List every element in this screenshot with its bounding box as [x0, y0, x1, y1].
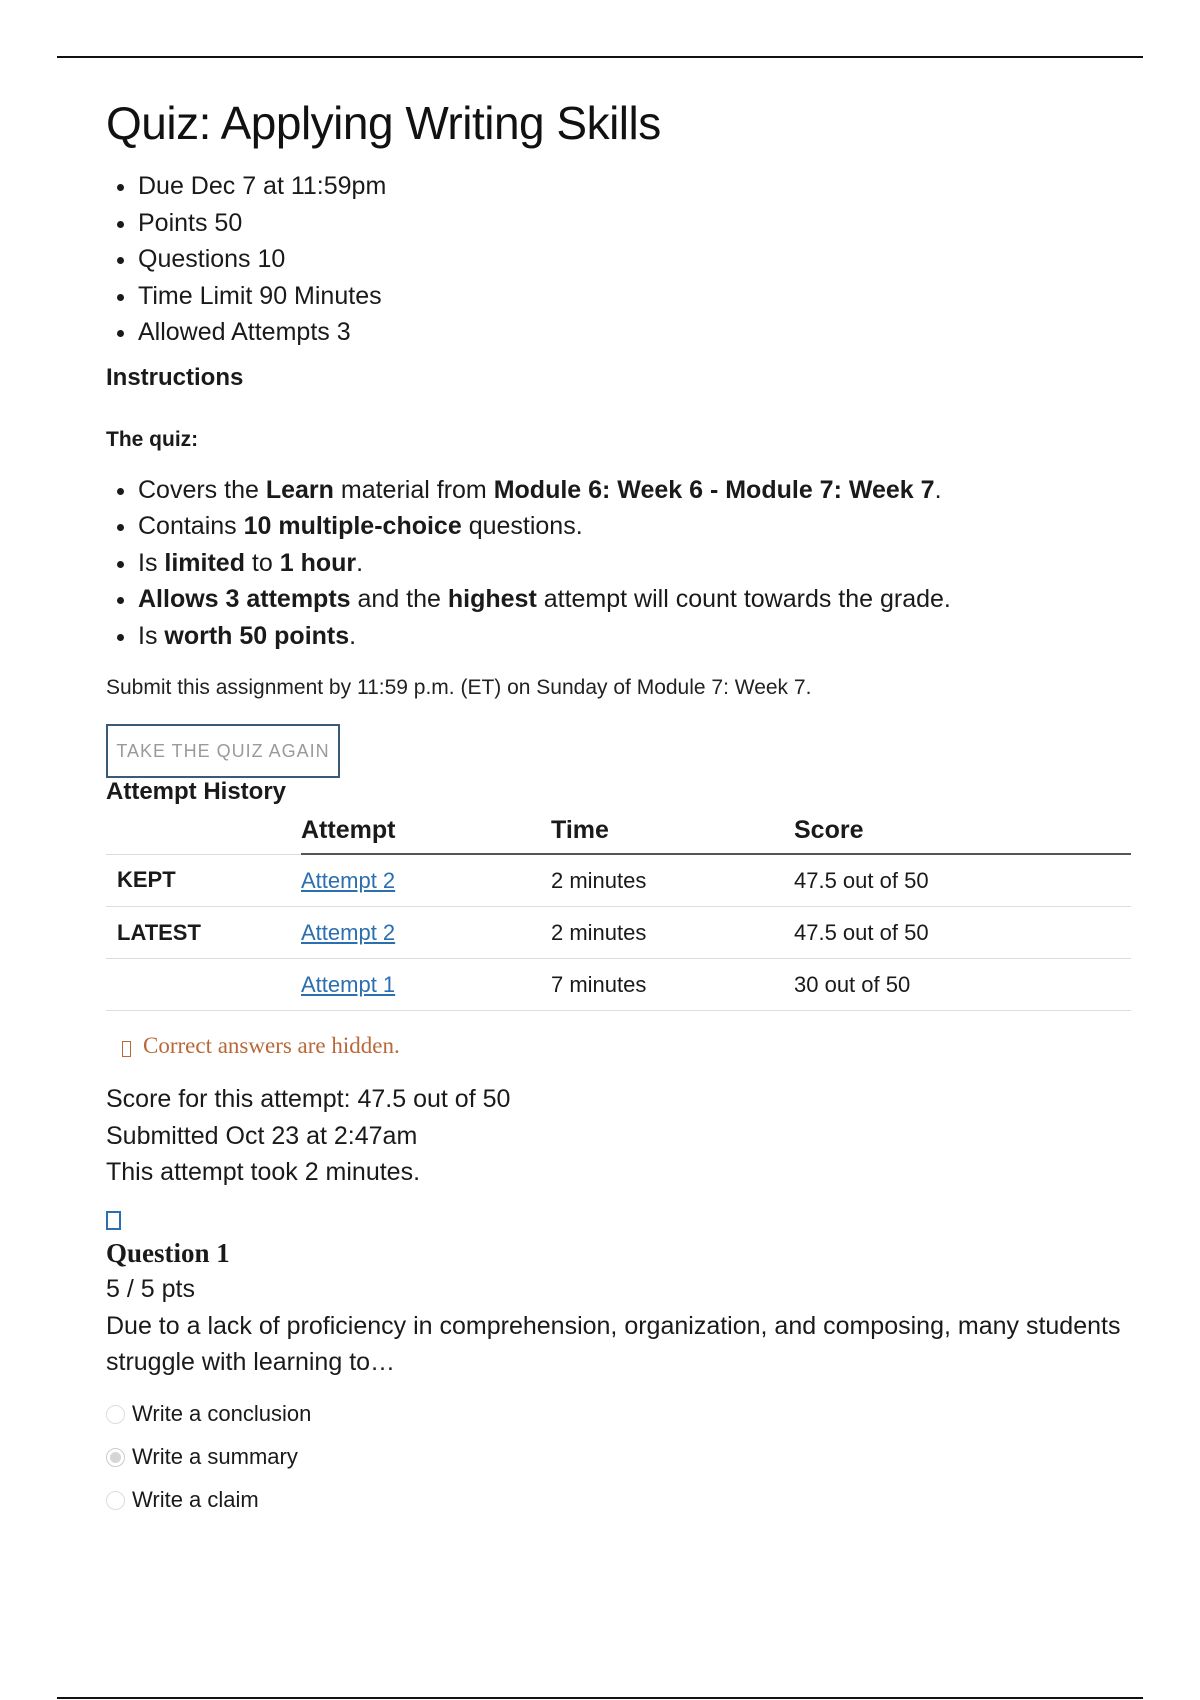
question-title: Question 1: [106, 1237, 230, 1268]
questions-count: • Questions 10: [138, 241, 1136, 278]
warning-icon: [122, 1041, 131, 1057]
score-cell: 30 out of 50: [794, 959, 1131, 1011]
answers-hidden-notice: [122, 1033, 1136, 1059]
radio-icon[interactable]: [106, 1491, 125, 1510]
instructions-heading: Instructions: [106, 363, 244, 391]
row-label: KEPT: [106, 854, 301, 907]
attempt-link[interactable]: Attempt 2: [301, 919, 396, 945]
answer-option[interactable]: [106, 1479, 1136, 1522]
instructions-list: [106, 472, 1136, 655]
instruction-text: Is: [138, 621, 165, 650]
attempt-duration: This attempt took 2 minutes.: [106, 1158, 421, 1186]
due-date: • Due Dec 7 at 11:59pm: [138, 168, 1136, 205]
row-label: LATEST: [106, 907, 301, 959]
instruction-text: and the: [350, 585, 448, 613]
attempt-cell: [301, 959, 551, 1011]
time-cell: 7 minutes: [551, 959, 794, 1011]
instruction-emphasis: Module 6: Week 6 - Module 7: Week 7: [493, 475, 935, 504]
instruction-item: [138, 545, 1136, 582]
radio-selected-icon[interactable]: [106, 1448, 125, 1467]
attempt-link[interactable]: Attempt 2: [301, 867, 396, 893]
table-row: [106, 854, 1131, 907]
time-cell: 2 minutes: [551, 854, 794, 907]
instruction-text: .: [934, 475, 942, 504]
instruction-text: material from: [333, 475, 494, 504]
instruction-emphasis: 1 hour: [279, 548, 357, 577]
instruction-text: .: [349, 621, 357, 650]
attempt-history-heading: Attempt History: [106, 778, 287, 805]
points: • Points 50: [138, 205, 1136, 242]
flag-question-icon[interactable]: [106, 1211, 121, 1230]
allowed-attempts: • Allowed Attempts 3: [138, 314, 1136, 351]
header-attempt: Attempt: [301, 816, 551, 854]
take-quiz-again-button[interactable]: TAKE THE QUIZ AGAIN: [106, 724, 340, 778]
instruction-emphasis: worth 50 points: [164, 621, 350, 650]
time-limit: • Time Limit 90 Minutes: [138, 278, 1136, 315]
table-row: [106, 907, 1131, 959]
answer-option-label: Write a summary: [132, 1444, 298, 1469]
question-text: Due to a lack of proficiency in comprehension, organization, and composing, many students struggle with learning to…: [106, 1311, 1121, 1376]
table-row: [106, 959, 1131, 1011]
instruction-emphasis: highest: [447, 585, 537, 613]
page-title: Quiz: Applying Writing Skills: [106, 97, 661, 149]
answer-options: [106, 1393, 1136, 1522]
attempt-summary: [106, 1081, 1136, 1191]
instruction-text: to: [244, 548, 280, 577]
instruction-text: attempt will count towards the grade.: [536, 585, 951, 613]
time-cell: 2 minutes: [551, 907, 794, 959]
attempt-link[interactable]: Attempt 1: [301, 971, 396, 997]
quiz-meta-list: [106, 168, 1136, 351]
attempt-score: Score for this attempt: 47.5 out of 50: [106, 1085, 511, 1113]
top-rule: [57, 56, 1143, 58]
row-label: [106, 959, 301, 1011]
score-cell: 47.5 out of 50: [794, 907, 1131, 959]
answer-option[interactable]: [106, 1436, 1136, 1479]
header-blank: [106, 816, 301, 854]
instruction-item: [138, 618, 1136, 655]
attempt-cell: [301, 907, 551, 959]
table-header-row: [106, 816, 1131, 854]
question-points: 5 / 5 pts: [106, 1274, 195, 1303]
radio-icon[interactable]: [106, 1405, 125, 1424]
header-score: Score: [794, 816, 1131, 854]
instruction-emphasis: limited: [164, 548, 245, 577]
instruction-text: Contains: [138, 512, 244, 540]
instruction-emphasis: Allows 3 attempts: [138, 585, 351, 613]
quiz-page: [106, 96, 1136, 1522]
bottom-rule: [57, 1697, 1143, 1699]
instruction-emphasis: 10 multiple-choice: [243, 512, 462, 540]
answer-option[interactable]: [106, 1393, 1136, 1436]
instruction-emphasis: Learn: [265, 475, 334, 504]
answer-option-label: Write a claim: [132, 1487, 259, 1512]
score-cell: 47.5 out of 50: [794, 854, 1131, 907]
instruction-text: Covers the: [138, 475, 266, 504]
answer-option-label: Write a conclusion: [132, 1401, 312, 1426]
answers-hidden-text: Correct answers are hidden.: [143, 1033, 400, 1058]
header-time: Time: [551, 816, 794, 854]
instruction-text: questions.: [461, 512, 583, 540]
attempt-cell: [301, 854, 551, 907]
attempt-submitted: Submitted Oct 23 at 2:47am: [106, 1121, 418, 1150]
instruction-item: [138, 508, 1136, 545]
instruction-item: [138, 581, 1136, 618]
instruction-item: [138, 472, 1136, 509]
quiz-subheading: The quiz:: [106, 427, 199, 451]
attempt-history-table: [106, 816, 1131, 1011]
submit-note: Submit this assignment by 11:59 p.m. (ET) on Sunday of Module 7: Week 7.: [106, 676, 812, 699]
instruction-text: .: [356, 548, 364, 577]
instruction-text: Is: [138, 548, 165, 577]
